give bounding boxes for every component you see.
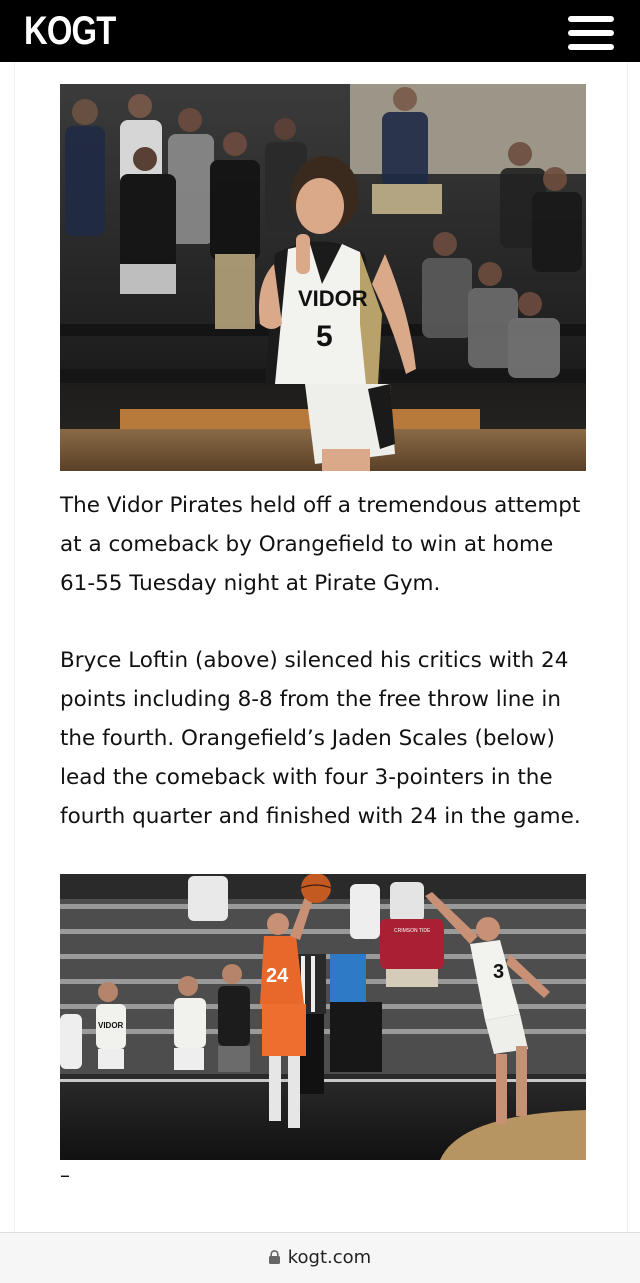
url-text[interactable]: kogt.com <box>287 1247 372 1268</box>
jersey-number: 5 <box>316 320 333 353</box>
site-logo[interactable]: KOGT <box>24 9 116 53</box>
site-header <box>0 0 640 62</box>
article-paragraph-1: The Vidor Pirates held off a tremendous attempt at a comeback by Orangefield to win at home 61-55 Tuesday night at Pirate Gym. <box>60 493 581 596</box>
orange-player-number: 24 <box>266 965 289 987</box>
browser-url-bar[interactable] <box>0 1232 640 1283</box>
jersey-text: VIDOR <box>298 286 368 311</box>
article-photo-orangefield-player <box>60 874 586 1160</box>
lock-icon <box>269 1250 280 1264</box>
white-player-number: 3 <box>493 961 505 983</box>
article-photo-vidor-player <box>60 84 586 471</box>
bench-jersey-text: VIDOR <box>98 1021 124 1030</box>
crowd-shirt-text: CRIMSON TIDE <box>394 928 431 934</box>
article-paragraph-2: Bryce Loftin (above) silenced his critics with 24 points including 8-8 from the free throw line in the fourth. Orangefield’s Jaden Scales (below) lead the comeback with four 3-pointers in the fourth quarter and finished with 24 in the game. <box>60 648 581 829</box>
hamburger-menu-icon[interactable] <box>568 14 614 52</box>
trailing-dash: – <box>60 1163 70 1187</box>
